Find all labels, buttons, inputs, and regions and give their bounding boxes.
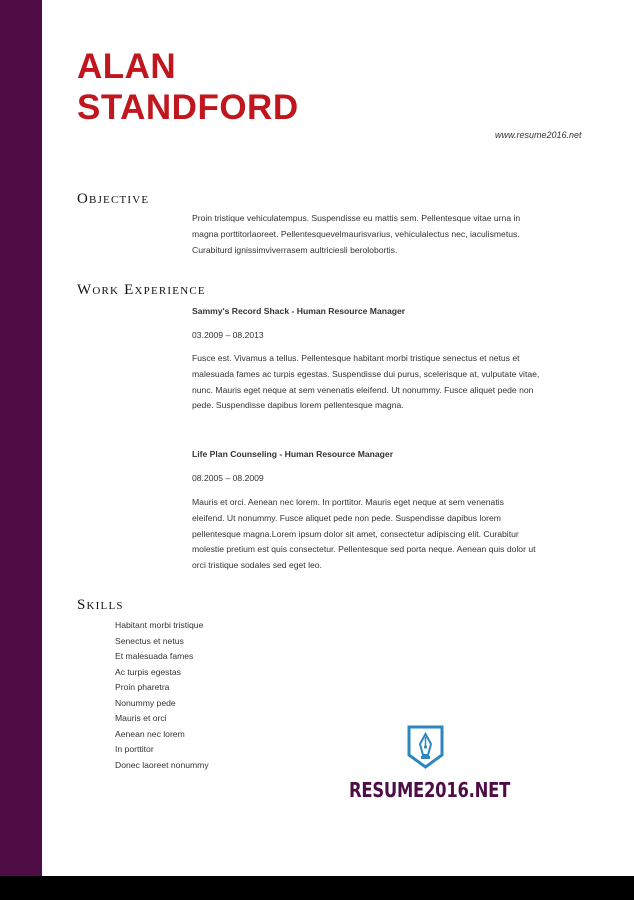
job-description xyxy=(192,351,587,414)
candidate-name xyxy=(77,46,299,128)
skill-item: Aenean nec lorem xyxy=(115,728,185,739)
job-title: Sammy's Record Shack - Human Resource Manager xyxy=(192,306,406,316)
job-description-line: Mauris et orci. Aenean nec lorem. In porttitor. Mauris eget neque at sem venenatis xyxy=(192,497,504,507)
skills-list xyxy=(115,618,209,773)
job-description-line: pede. Suspendisse dapibus lorem pellentesque magna. xyxy=(192,400,404,411)
pen-nib-shield-icon xyxy=(407,725,444,769)
skill-item: Ac turpis egestas xyxy=(115,666,181,677)
side-accent-bar xyxy=(0,0,42,876)
work-experience-heading: Work Experience xyxy=(77,282,206,298)
job-description-line: malesuada fames ac turpis egestas. Suspendisse dui purus, scelerisque at, vulputate vitae, xyxy=(192,368,540,379)
skill-item: Et malesuada fames xyxy=(115,651,194,661)
skill-item: Mauris et orci xyxy=(115,713,167,723)
objective-line: Proin tristique vehiculatempus. Suspendisse eu mattis sem. Pellentesque vitae urna in xyxy=(192,213,521,223)
job-description-line: Fusce est. Vivamus a tellus. Pellentesque habitant morbi tristique senectus et netus et xyxy=(192,353,520,363)
brand-logo-text: RESUME2016.NET xyxy=(349,778,511,802)
first-name: ALAN xyxy=(77,47,177,86)
objective-line: Curabiturd ignissimviverrasem aultriciesli berolobortis. xyxy=(192,244,398,255)
objective-heading: Objective xyxy=(77,191,150,207)
job-description-line: nunc. Mauris eget neque at sem venenatis eleifend. Ut nonummy. Fusce aliquet pede non xyxy=(192,384,534,395)
skill-item: Proin pharetra xyxy=(115,682,170,692)
objective-text xyxy=(192,211,587,258)
job-description-line: orci tristique sodales sed eget leo. xyxy=(192,560,322,571)
skills-heading: Skills xyxy=(77,597,124,613)
job-description xyxy=(192,495,587,574)
last-name: STANDFORD xyxy=(77,88,299,127)
skill-item: Senectus et netus xyxy=(115,635,184,646)
skill-item: In porttitor xyxy=(115,744,154,754)
job-description-line: pellentesque magna.Lorem ipsum dolor sit amet, consectetur adipiscing elit. Curabitur xyxy=(192,528,519,539)
objective-line: magna porttitorlaoreet. Pellentesquevelmaurisvarius, vehiculalectus nec, iaculismetus. xyxy=(192,228,520,239)
job-dates: 03.2009 – 08.2013 xyxy=(192,330,264,340)
skill-item: Habitant morbi tristique xyxy=(115,620,204,630)
job-description-line: eleifend. Ut nonummy. Fusce aliquet pede non pede. Suspendisse dapibus lorem xyxy=(192,512,501,523)
skill-item: Donec laoreet nonummy xyxy=(115,759,209,770)
job-description-line: molestie pretium est quis consectetur. Pellentesque sed porta neque. Aenean quis dolor ut xyxy=(192,544,536,555)
skill-item: Nonummy pede xyxy=(115,697,176,708)
job-title: Life Plan Counseling - Human Resource Manager xyxy=(192,449,394,459)
job-dates: 08.2005 – 08.2009 xyxy=(192,473,264,483)
website-link[interactable]: www.resume2016.net xyxy=(495,130,582,140)
